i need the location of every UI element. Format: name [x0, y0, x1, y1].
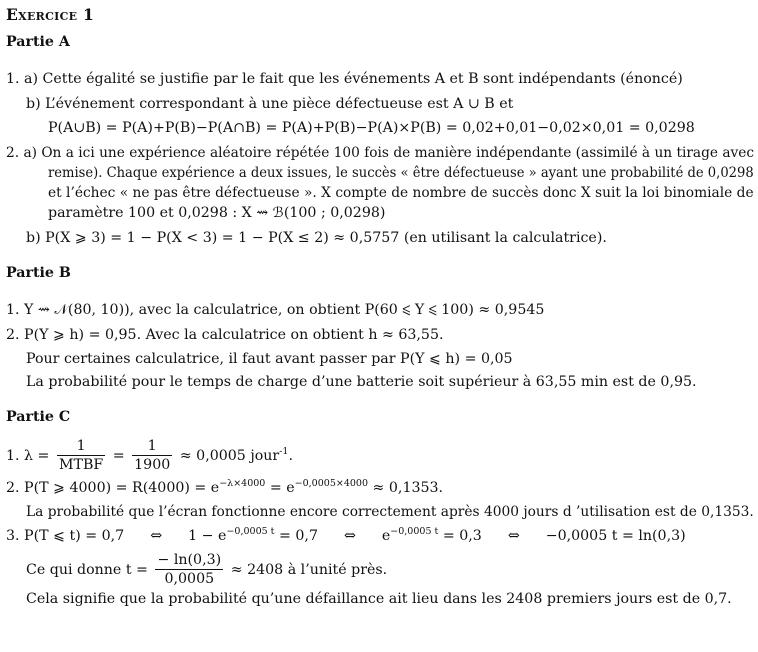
part-a-line-8: b) P(X ⩾ 3) = 1 − P(X < 3) = 1 − P(X ≤ 2) ≈ 0,5757 (en utilisant la calculatrice). [26, 230, 607, 246]
exercise-title: Exercice 1 [6, 5, 95, 24]
part-a-line-6: et l’échec « ne pas être défectueuse ». X compte de nombre de succès donc X suit la loi binomiale de [48, 185, 754, 201]
part-b-line-4: La probabilité pour le temps de charge d’une batterie soit supérieur à 63,55 min est de 0,95. [26, 374, 697, 390]
part-b-line-3: Pour certaines calculatrice, il faut avant passer par P(Y ⩽ h) = 0,05 [26, 351, 513, 367]
part-c-line-4: 3. P(T ⩽ t) = 0,7 ⇔ $1 - e^{-0,0005 t} = 0,7$ ⇔ $e^{-0,0005 t} = 0,3$ ⇔ −0,0005 t = ln(0,3) [6, 526, 686, 544]
part-c-line-2: 2. P(T ⩾ $4000) = R(4000) = e^{-\lambda\times 4000} = e^{-0,0005\times 4000} \approx 0,1353$. [6, 478, 444, 496]
part-a-line-4: 2. a) On a ici une expérience aléatoire répétée 100 fois de manière indépendante (assimilé à un tirage avec [6, 145, 755, 161]
part-a-heading: Partie A [6, 34, 70, 50]
part-c-line-5: Ce qui donne t = $\frac{- \ln(0,3)}{0,0005}$ ≈ 2408 à l’unité près. [26, 552, 388, 588]
part-a-line-7: paramètre 100 et 0,0298 : X ⇝ ℬ(100 ; 0,0298) [48, 205, 386, 221]
part-b-line-1: 1. Y ⇝ 𝒩(80, 10)), avec la calculatrice, on obtient P(60 ⩽ Y ⩽ 100) ≈ 0,9545 [6, 302, 545, 318]
part-a-line-2: b) L’événement correspondant à une pièce défectueuse est A ∪ B et [26, 96, 514, 112]
part-b-line-2: 2. P(Y ⩾ h) = 0,95. Avec la calculatrice on obtient h ≈ 63,55. [6, 327, 444, 343]
fraction-ln-0-3: $\frac{- \ln(0,3)}{0,0005}$ [157, 552, 222, 588]
part-a-line-1: 1. a) Cette égalité se justifie par le fait que les événements A et B sont indépendants (énoncé) [6, 71, 683, 87]
part-c-line-1: 1. λ = $\frac{1}{\text{MTBF}}$ = $\frac{1}{1900}$ ≈ 0,0005 jour$^{-1}$. [6, 438, 293, 474]
fraction-1-mtbf: $\frac{1}{\text{MTBF}}$ [58, 438, 104, 474]
part-b-heading: Partie B [6, 265, 71, 281]
fraction-1-1900: $\frac{1}{1900}$ [134, 438, 171, 474]
part-c-line-3: La probabilité que l’écran fonctionne encore correctement après 4000 jours d ’utilisation est de 0,1353. [26, 504, 754, 520]
part-c-line-6: Cela signifie que la probabilité qu’une défaillance ait lieu dans les 2408 premiers jours est de 0,7. [26, 591, 732, 607]
part-a-line-3: P(A∪B) = P(A)+P(B)−P(A∩B) = P(A)+P(B)−P(A)×P(B) = 0,02+0,01−0,02×0,01 = 0,0298 [48, 120, 695, 136]
part-c-heading: Partie C [6, 409, 71, 425]
part-a-line-5: remise). Chaque expérience a deux issues, le succès « être défectueuse » ayant une probabilité de 0,0298 [48, 165, 754, 181]
